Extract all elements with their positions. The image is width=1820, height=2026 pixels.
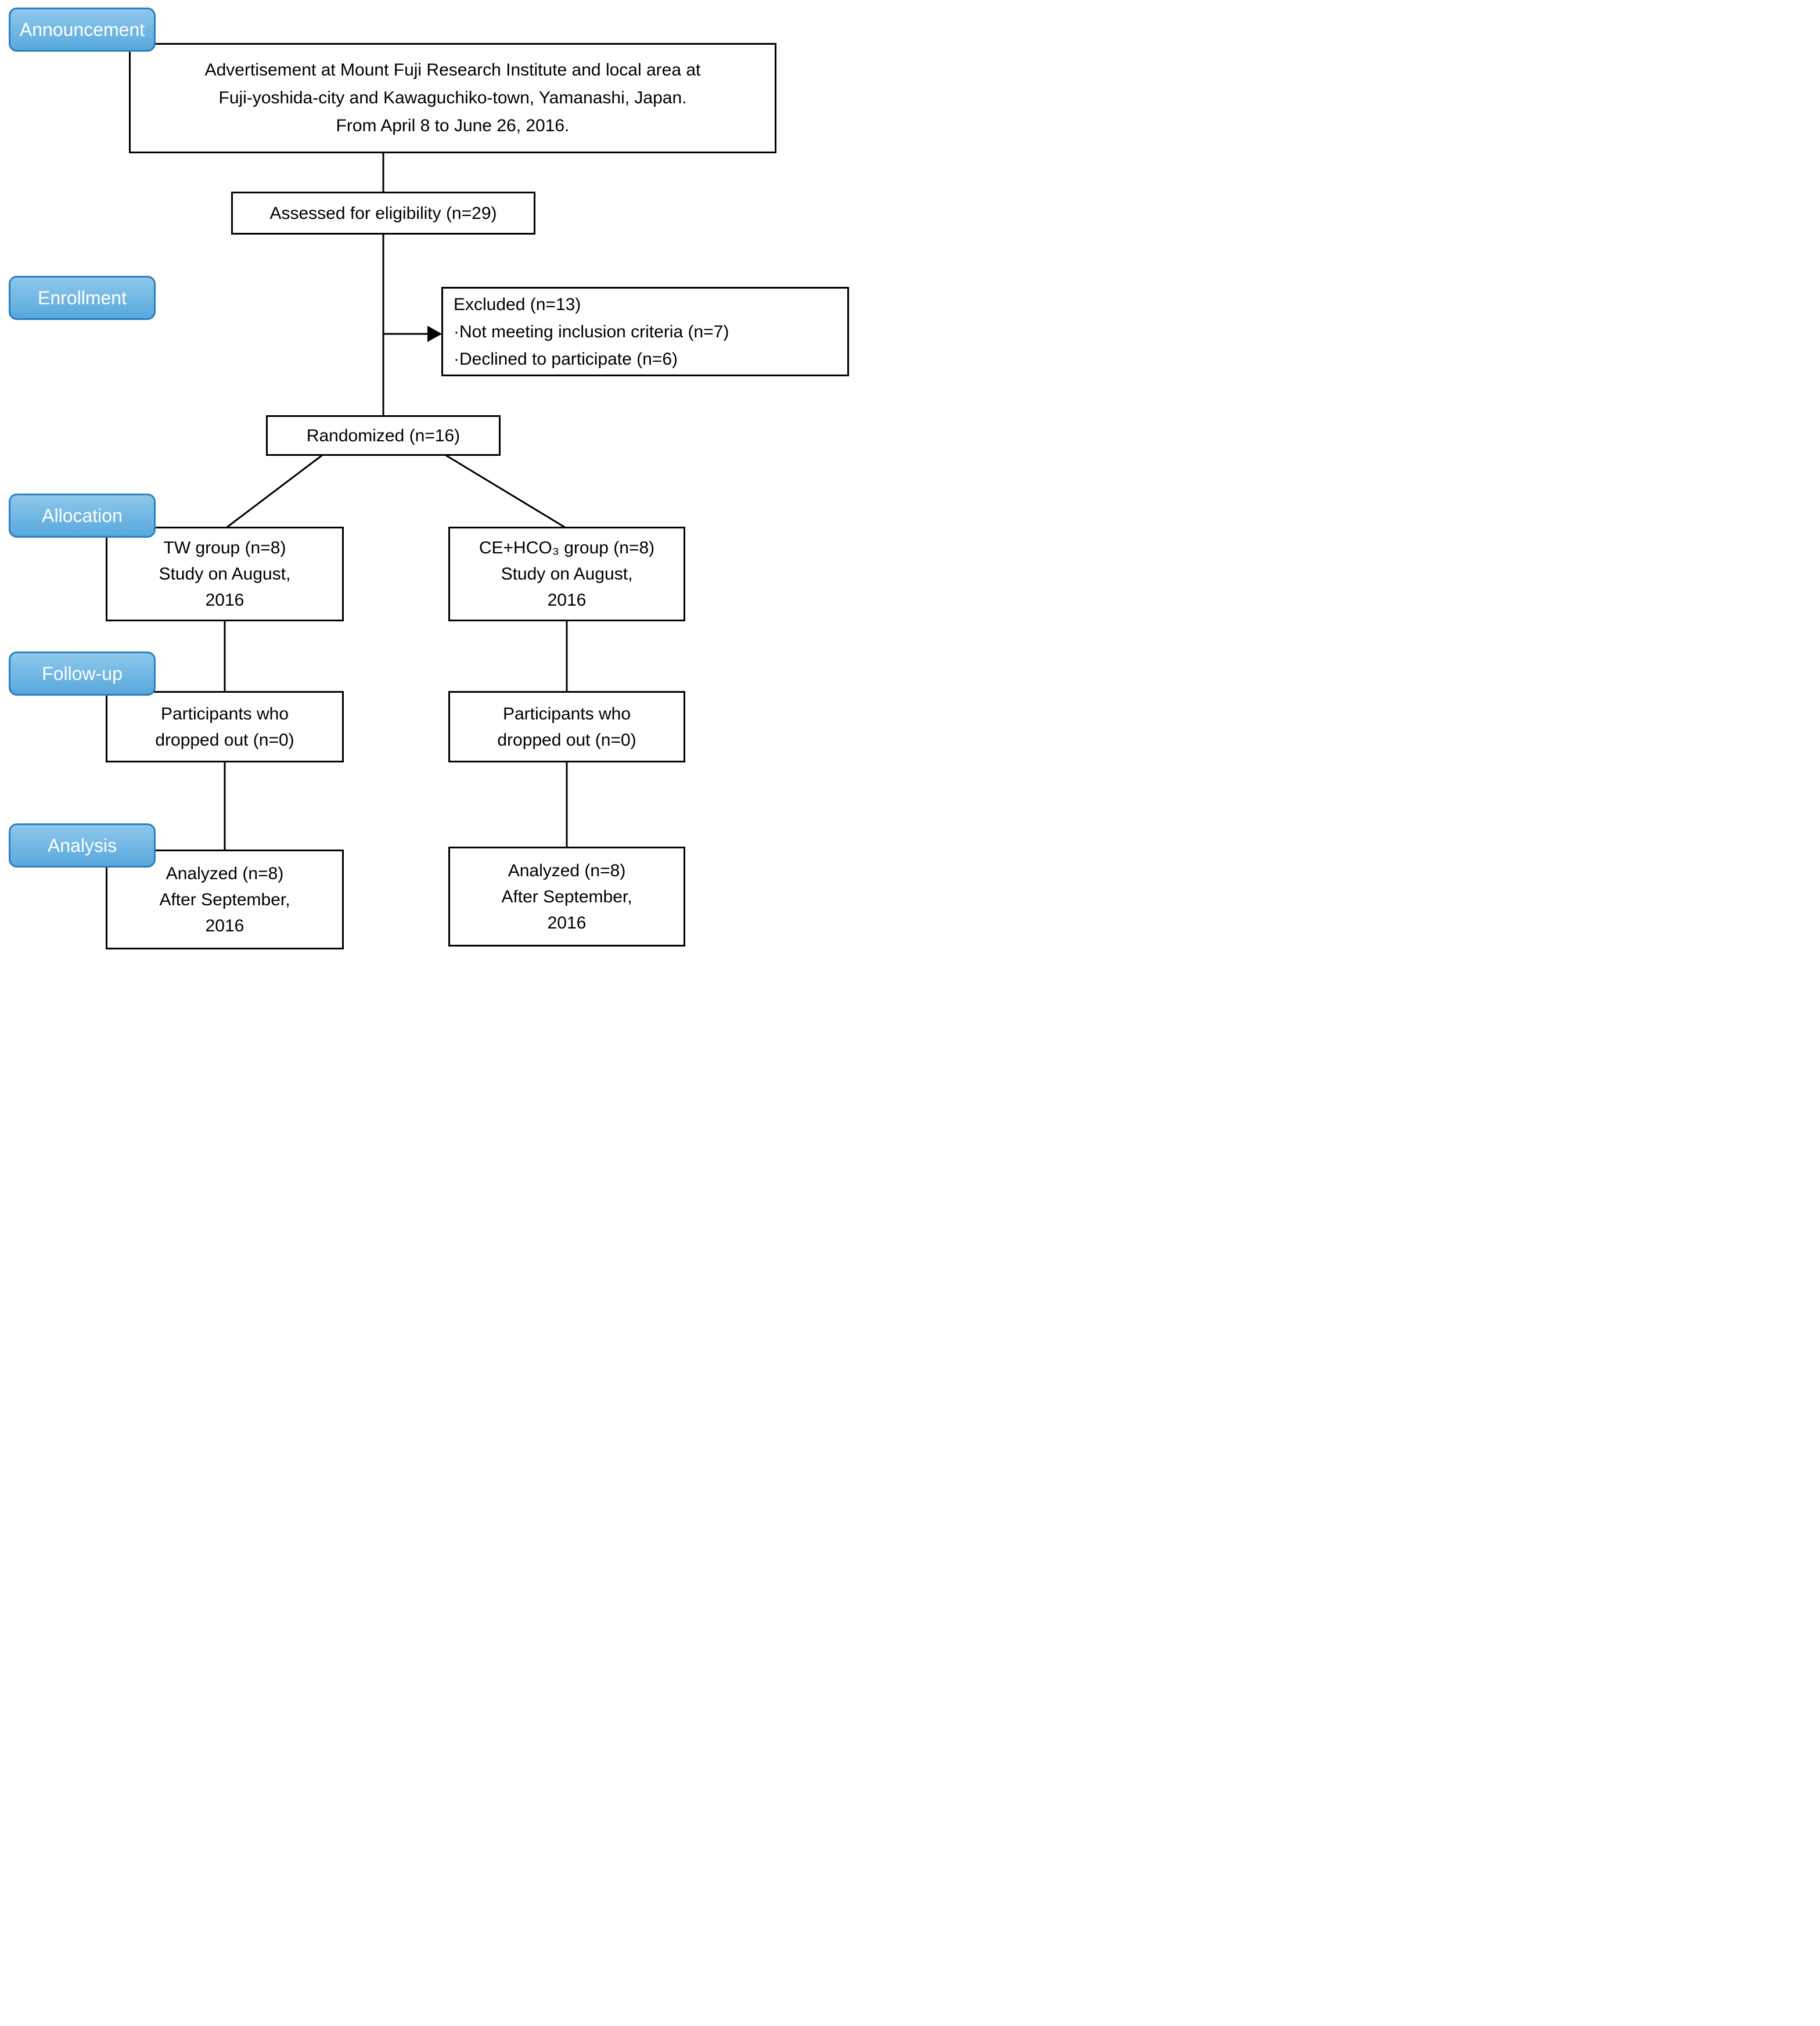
excluded-line-1: Excluded (n=13) — [454, 294, 581, 314]
advertisement-line-3: From April 8 to June 26, 2016. — [336, 116, 570, 135]
advertisement-line-1: Advertisement at Mount Fuji Research Institute and local area at — [204, 60, 701, 80]
stage-label-enrollment-text: Enrollment — [38, 287, 127, 308]
tw-group-line-2: Study on August, — [159, 564, 291, 584]
advertisement-line-2: Fuji-yoshida-city and Kawaguchiko-town, Yamanashi, Japan. — [218, 88, 687, 107]
box-ce-followup — [448, 691, 685, 762]
tw-followup-line-1: Participants who — [160, 704, 289, 724]
box-ce-analyzed — [448, 847, 685, 947]
tw-analyzed-line-1: Analyzed (n=8) — [166, 863, 284, 883]
randomized-text: Randomized (n=16) — [306, 426, 461, 445]
ce-analyzed-line-2: After September, — [501, 887, 632, 906]
stage-label-announcement-text: Announcement — [19, 19, 145, 40]
tw-group-line-3: 2016 — [205, 591, 244, 610]
excluded-line-2: ·Not meeting inclusion criteria (n=7) — [454, 322, 729, 341]
tw-group-line-1: TW group (n=8) — [163, 538, 286, 557]
box-randomized — [266, 415, 501, 456]
stage-label-announcement — [9, 8, 156, 52]
tw-analyzed-line-3: 2016 — [205, 916, 244, 935]
ce-group-line-1: CE+HCO₃ group (n=8) — [479, 538, 655, 557]
box-ce-hco3-group — [448, 527, 685, 621]
box-tw-followup — [106, 691, 344, 762]
consort-flow-diagram — [0, 0, 910, 1013]
ce-analyzed-line-1: Analyzed (n=8) — [508, 861, 626, 880]
tw-analyzed-line-2: After September, — [159, 890, 290, 909]
box-excluded — [441, 287, 849, 376]
excluded-arrowhead — [427, 326, 442, 342]
connector-randomized-to-ce — [445, 455, 567, 528]
stage-label-allocation-text: Allocation — [42, 505, 123, 526]
ce-analyzed-line-3: 2016 — [547, 913, 587, 933]
stage-label-allocation — [9, 494, 156, 538]
box-tw-group — [106, 527, 344, 621]
tw-followup-line-2: dropped out (n=0) — [155, 730, 294, 750]
stage-label-follow-up-text: Follow-up — [42, 663, 123, 684]
stage-label-analysis — [9, 823, 156, 868]
box-assessed-for-eligibility — [231, 192, 535, 235]
assessed-text: Assessed for eligibility (n=29) — [269, 203, 497, 223]
stage-label-analysis-text: Analysis — [47, 834, 117, 856]
stage-label-enrollment — [9, 276, 156, 320]
ce-group-line-2: Study on August, — [501, 564, 633, 584]
box-advertisement — [129, 43, 776, 153]
stage-label-follow-up — [9, 652, 156, 696]
ce-group-line-3: 2016 — [547, 591, 587, 610]
excluded-line-3: ·Declined to participate (n=6) — [454, 349, 678, 369]
connector-randomized-to-tw — [225, 455, 323, 528]
ce-followup-line-1: Participants who — [502, 704, 631, 724]
ce-followup-line-2: dropped out (n=0) — [497, 730, 636, 750]
